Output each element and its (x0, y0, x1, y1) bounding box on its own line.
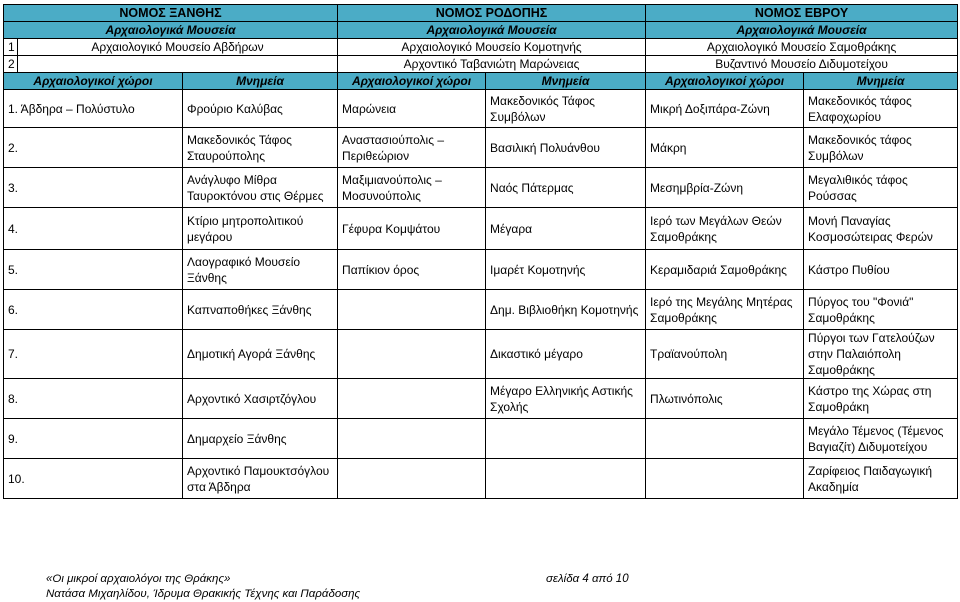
museums-heading-xanthi: Αρχαιολογικά Μουσεία (4, 22, 338, 39)
footer-title: «Οι μικροί αρχαιολόγοι της Θράκης» (46, 573, 231, 585)
site-evros: Μεσημβρία-Ζώνη (646, 168, 804, 208)
site-rodopi: Γέφυρα Κομψάτου (338, 208, 486, 250)
footer-page-number: σελίδα 4 από 10 (546, 573, 629, 585)
monument-xanthi: Δημαρχείο Ξάνθης (183, 419, 338, 459)
site-row (4, 168, 958, 208)
site-rodopi (338, 330, 486, 379)
museums-heading-evros: Αρχαιολογικά Μουσεία (646, 22, 958, 39)
site-row (4, 419, 958, 459)
monument-evros: Μεγάλο Τέμενος (Τέμενος Βαγιαζίτ) Διδυμοτείχου (804, 419, 958, 459)
site-rodopi: Μαρώνεια (338, 90, 486, 128)
sites-heading-xanthi: Αρχαιολογικοί χώροι (4, 73, 183, 90)
site-evros: Κεραμιδαριά Σαμοθράκης (646, 250, 804, 290)
site-row (4, 290, 958, 330)
monument-xanthi: Καπναποθήκες Ξάνθης (183, 290, 338, 330)
monument-evros: Κάστρο Πυθίου (804, 250, 958, 290)
museum-row-number: 2 (4, 56, 18, 73)
prefecture-rodopi: ΝΟΜΟΣ ΡΟΔΟΠΗΣ (338, 5, 646, 22)
monument-rodopi: Βασιλική Πολυάνθου (486, 128, 646, 168)
monument-rodopi (486, 419, 646, 459)
site-rodopi: Παπίκιον όρος (338, 250, 486, 290)
monument-rodopi: Ιμαρέτ Κομοτηνής (486, 250, 646, 290)
monument-rodopi: Δημ. Βιβλιοθήκη Κομοτηνής (486, 290, 646, 330)
site-rodopi: Μαξιμιανούπολις – Μοσυνούπολις (338, 168, 486, 208)
museum-evros: Βυζαντινό Μουσείο Διδυμοτείχου (646, 56, 958, 73)
site-row (4, 250, 958, 290)
monument-xanthi: Ανάγλυφο Μίθρα Ταυροκτόνου στις Θέρμες (183, 168, 338, 208)
site-rodopi: Αναστασιούπολις – Περιθεώριον (338, 128, 486, 168)
museum-header-row (4, 22, 958, 39)
monument-rodopi: Μέγαρο Ελληνικής Αστικής Σχολής (486, 379, 646, 419)
monuments-heading-evros: Μνημεία (804, 73, 958, 90)
site-xanthi: 3. (4, 168, 183, 208)
site-xanthi: 6. (4, 290, 183, 330)
monument-xanthi: Κτίριο μητροπολιτικού μεγάρου (183, 208, 338, 250)
museum-row-number: 1 (4, 39, 18, 56)
site-xanthi: 2. (4, 128, 183, 168)
museum-evros: Αρχαιολογικό Μουσείο Σαμοθράκης (646, 39, 958, 56)
site-row (4, 90, 958, 128)
site-evros: Ιερό των Μεγάλων Θεών Σαμοθράκης (646, 208, 804, 250)
site-xanthi: 9. (4, 419, 183, 459)
monument-rodopi: Μακεδονικός Τάφος Συμβόλων (486, 90, 646, 128)
site-row (4, 128, 958, 168)
site-row (4, 459, 958, 499)
monuments-heading-xanthi: Μνημεία (183, 73, 338, 90)
sites-heading-rodopi: Αρχαιολογικοί χώροι (338, 73, 486, 90)
monument-xanthi: Λαογραφικό Μουσείο Ξάνθης (183, 250, 338, 290)
museum-xanthi (18, 56, 338, 73)
monument-evros: Πύργοι των Γατελούζων στην Παλαιόπολη Σαμοθράκης (804, 330, 958, 379)
site-evros (646, 419, 804, 459)
monument-rodopi: Ναός Πάτερμας (486, 168, 646, 208)
prefecture-header-row (4, 5, 958, 22)
site-xanthi: 8. (4, 379, 183, 419)
site-evros (646, 459, 804, 499)
site-row (4, 379, 958, 419)
monument-rodopi (486, 459, 646, 499)
monument-xanthi: Δημοτική Αγορά Ξάνθης (183, 330, 338, 379)
museum-row (4, 56, 958, 73)
site-xanthi: 10. (4, 459, 183, 499)
sites-table (3, 4, 958, 499)
sites-heading-evros: Αρχαιολογικοί χώροι (646, 73, 804, 90)
prefecture-evros: ΝΟΜΟΣ ΕΒΡΟΥ (646, 5, 958, 22)
monument-rodopi: Δικαστικό μέγαρο (486, 330, 646, 379)
site-xanthi: 5. (4, 250, 183, 290)
monument-xanthi: Αρχοντικό Χασιρτζόγλου (183, 379, 338, 419)
museum-rodopi: Αρχαιολογικό Μουσείο Κομοτηνής (338, 39, 646, 56)
museum-xanthi: Αρχαιολογικό Μουσείο Αβδήρων (18, 39, 338, 56)
site-rodopi (338, 379, 486, 419)
museums-heading-rodopi: Αρχαιολογικά Μουσεία (338, 22, 646, 39)
monument-xanthi: Μακεδονικός Τάφος Σταυρούπολης (183, 128, 338, 168)
site-evros: Πλωτινόπολις (646, 379, 804, 419)
monument-evros: Μακεδονικός τάφος Συμβόλων (804, 128, 958, 168)
site-rodopi (338, 419, 486, 459)
site-evros: Μικρή Δοξιπάρα-Ζώνη (646, 90, 804, 128)
site-xanthi: 1. Άβδηρα – Πολύστυλο (4, 90, 183, 128)
monument-rodopi: Μέγαρα (486, 208, 646, 250)
monument-evros: Κάστρο της Χώρας στη Σαμοθράκη (804, 379, 958, 419)
site-evros: Ιερό της Μεγάλης Μητέρας Σαμοθράκης (646, 290, 804, 330)
sites-body (4, 90, 958, 499)
monument-evros: Ζαρίφειος Παιδαγωγική Ακαδημία (804, 459, 958, 499)
footer-author: Νατάσα Μιχαηλίδου, Ίδρυμα Θρακικής Τέχνης και Παράδοσης (46, 588, 361, 600)
site-xanthi: 7. (4, 330, 183, 379)
site-evros: Μάκρη (646, 128, 804, 168)
site-evros: Τραϊανούπολη (646, 330, 804, 379)
monument-xanthi: Αρχοντικό Παμουκτσόγλου στα Άβδηρα (183, 459, 338, 499)
site-row (4, 330, 958, 379)
footer-line-1 (46, 573, 629, 585)
site-rodopi (338, 290, 486, 330)
site-row (4, 208, 958, 250)
monument-xanthi: Φρούριο Καλύβας (183, 90, 338, 128)
museum-row (4, 39, 958, 56)
site-xanthi: 4. (4, 208, 183, 250)
museum-rodopi: Αρχοντικό Ταβανιώτη Μαρώνειας (338, 56, 646, 73)
monument-evros: Πύργος του "Φονιά" Σαμοθράκης (804, 290, 958, 330)
monument-evros: Μεγαλιθικός τάφος Ρούσσας (804, 168, 958, 208)
monument-evros: Μονή Παναγίας Κοσμοσώτειρας Φερών (804, 208, 958, 250)
monuments-heading-rodopi: Μνημεία (486, 73, 646, 90)
site-rodopi (338, 459, 486, 499)
prefecture-xanthi: ΝΟΜΟΣ ΞΑΝΘΗΣ (4, 5, 338, 22)
section-header-row (4, 73, 958, 90)
monument-evros: Μακεδονικός τάφος Ελαφοχωρίου (804, 90, 958, 128)
